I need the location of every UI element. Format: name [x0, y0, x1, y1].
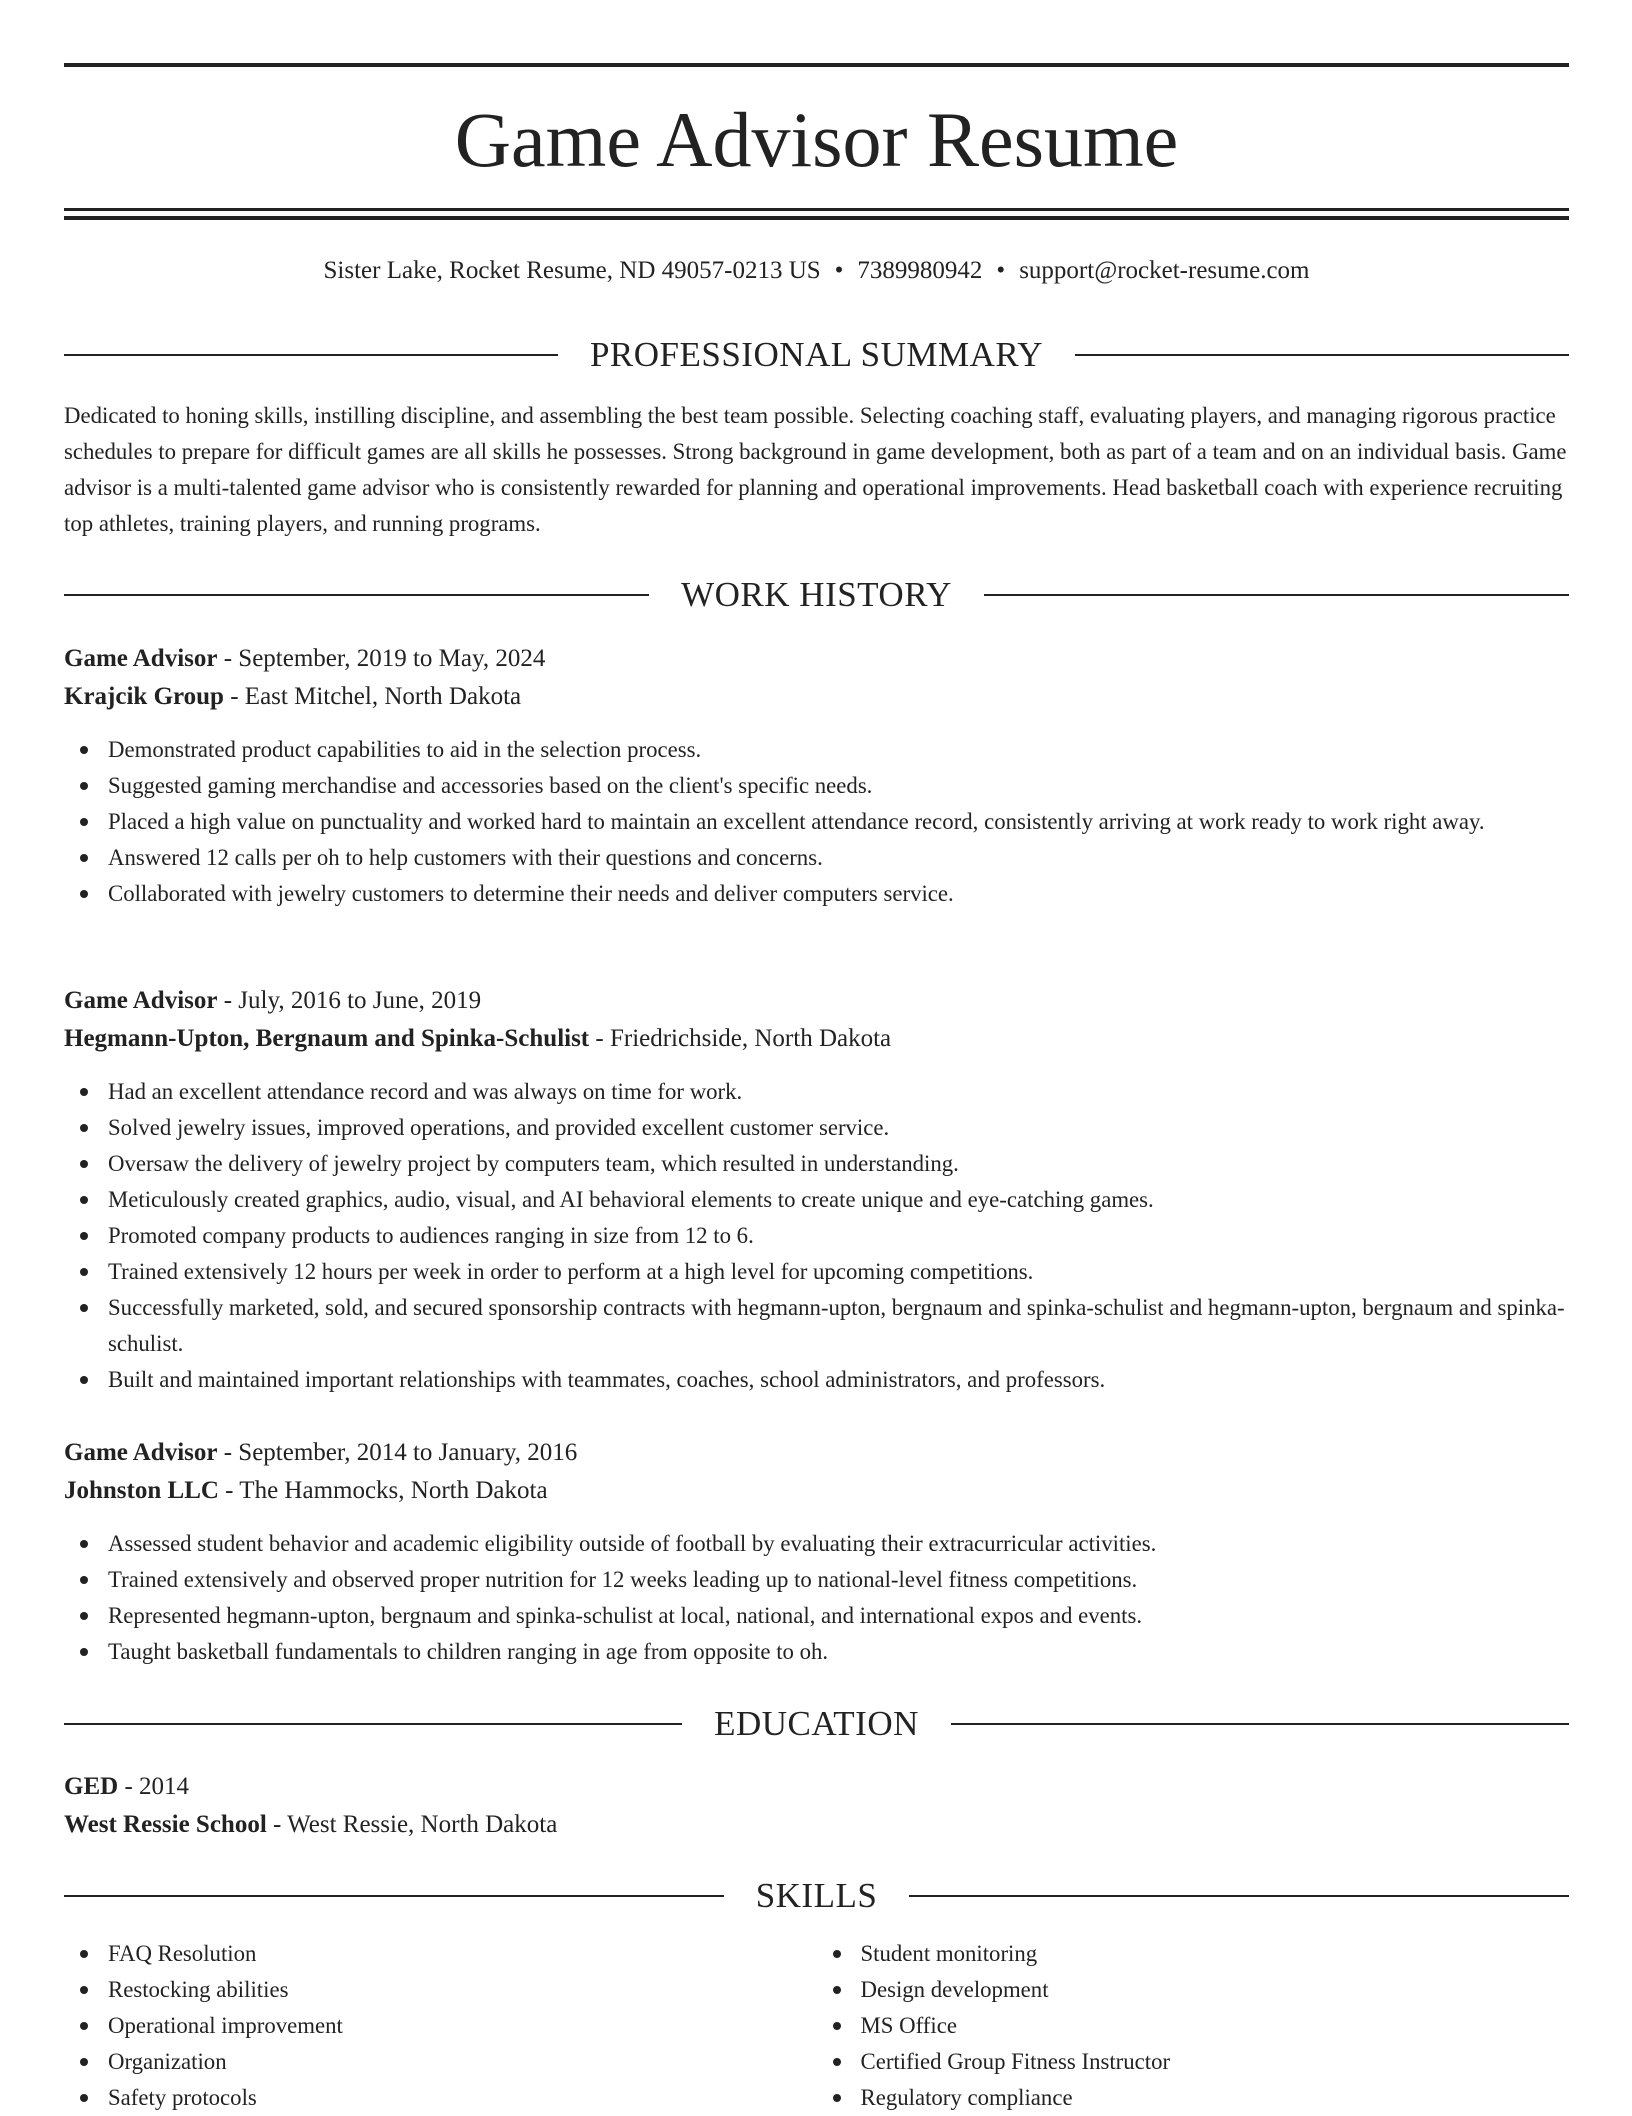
- section-title: EDUCATION: [714, 1704, 919, 1743]
- education-year: - 2014: [118, 1773, 190, 1800]
- list-item: Collaborated with jewelry customers to determine their needs and deliver computers service.: [108, 876, 1569, 912]
- list-item: Safety protocols: [108, 2080, 817, 2116]
- job-company-line: [64, 1020, 1569, 1058]
- job-title-line: [64, 640, 1569, 678]
- job-bullets: [64, 732, 1569, 912]
- job-bullets: [64, 1074, 1569, 1398]
- list-item: Successfully marketed, sold, and secured sponsorship contracts with hegmann-upton, bergnaum and spinka-schulist and hegmann-upton, bergnaum and spinka-schulist.: [108, 1290, 1569, 1362]
- list-item: Represented hegmann-upton, bergnaum and spinka-schulist at local, national, and international expos and events.: [108, 1598, 1569, 1634]
- list-item: Oversaw the delivery of jewelry project by computers team, which resulted in understanding.: [108, 1146, 1569, 1182]
- list-item: Had an excellent attendance record and was always on time for work.: [108, 1074, 1569, 1110]
- list-item: Demonstrated product capabilities to aid in the selection process.: [108, 732, 1569, 768]
- section-heading-work-history: [64, 573, 1569, 617]
- heading-rule: [951, 1723, 1569, 1725]
- list-item: Design development: [861, 1972, 1570, 2008]
- contact-phone: 7389980942: [857, 257, 983, 284]
- contact-email: support@rocket-resume.com: [1019, 257, 1310, 284]
- list-item: Trained extensively 12 hours per week in order to perform at a high level for upcoming competitions.: [108, 1254, 1569, 1290]
- education-entry: [64, 1768, 1569, 1844]
- page-title: Game Advisor Resume: [454, 96, 1179, 183]
- list-item: Solved jewelry issues, improved operations, and provided excellent customer service.: [108, 1110, 1569, 1146]
- contact-separator: •: [834, 257, 844, 284]
- list-item: MS Office: [861, 2008, 1570, 2044]
- job-company-line: [64, 1472, 1569, 1510]
- job-company-line: [64, 678, 1569, 716]
- job-entry: [64, 982, 1569, 1398]
- section-heading-education: [64, 1702, 1569, 1746]
- heading-rule: [1075, 354, 1569, 356]
- education-degree-line: [64, 1768, 1569, 1806]
- job-title: Game Advisor: [64, 1439, 218, 1466]
- list-item: Operational improvement: [108, 2008, 817, 2044]
- job-title: Game Advisor: [64, 645, 218, 672]
- list-item: Organization: [108, 2044, 817, 2080]
- job-bullets: [64, 1526, 1569, 1670]
- list-item: Regulatory compliance: [861, 2080, 1570, 2116]
- skills-right-column: [817, 1936, 1570, 2116]
- list-item: Meticulously created graphics, audio, visual, and AI behavioral elements to create unique and eye-catching games.: [108, 1182, 1569, 1218]
- heading-rule: [64, 1723, 682, 1725]
- contact-line: [64, 253, 1569, 289]
- top-rule: [64, 63, 1569, 67]
- section-heading-summary: [64, 333, 1569, 377]
- job-title: Game Advisor: [64, 987, 218, 1014]
- section-title: PROFESSIONAL SUMMARY: [589, 335, 1044, 374]
- job-company: Krajcik Group: [64, 683, 224, 710]
- job-dates: - July, 2016 to June, 2019: [217, 987, 482, 1014]
- education-school: West Ressie School: [64, 1811, 267, 1838]
- job-company: Johnston LLC: [64, 1477, 219, 1504]
- list-item: Taught basketball fundamentals to children ranging in age from opposite to oh.: [108, 1634, 1569, 1670]
- list-item: Suggested gaming merchandise and accessories based on the client's specific needs.: [108, 768, 1569, 804]
- list-item: Built and maintained important relationships with teammates, coaches, school administrators, and professors.: [108, 1362, 1569, 1398]
- section-title: SKILLS: [755, 1876, 878, 1915]
- list-item: Student monitoring: [861, 1936, 1570, 1972]
- list-item: FAQ Resolution: [108, 1936, 817, 1972]
- job-location: - Friedrichside, North Dakota: [589, 1025, 892, 1052]
- job-location: - The Hammocks, North Dakota: [218, 1477, 548, 1504]
- job-entry: [64, 1434, 1569, 1670]
- list-item: Answered 12 calls per oh to help customers with their questions and concerns.: [108, 840, 1569, 876]
- list-item: Promoted company products to audiences ranging in size from 12 to 6.: [108, 1218, 1569, 1254]
- job-dates: - September, 2014 to January, 2016: [217, 1439, 578, 1466]
- list-item: Restocking abilities: [108, 1972, 817, 2008]
- contact-address: Sister Lake, Rocket Resume, ND 49057-0213 US: [323, 257, 821, 284]
- job-title-line: [64, 982, 1569, 1020]
- list-item: Assessed student behavior and academic eligibility outside of football by evaluating their extracurricular activities.: [108, 1526, 1569, 1562]
- heading-rule: [64, 1895, 724, 1897]
- list-item: Trained extensively and observed proper nutrition for 12 weeks leading up to national-level fitness competitions.: [108, 1562, 1569, 1598]
- job-dates: - September, 2019 to May, 2024: [217, 645, 546, 672]
- heading-rule: [64, 594, 649, 596]
- title-double-rule: [64, 208, 1569, 220]
- heading-rule: [909, 1895, 1569, 1897]
- education-school-line: [64, 1806, 1569, 1844]
- heading-rule: [984, 594, 1569, 596]
- summary-text: Dedicated to honing skills, instilling discipline, and assembling the best team possible. Selecting coaching staff, evaluating players, and managing rigorous practice schedules to prepare for difficult games are all skills he possesses. Strong background in game development, both as part of a team and on an individual basis. Game advisor is a multi-talented game advisor who is consistently rewarded for planning and operational improvements. Head basketball coach with experience recruiting top athletes, training players, and running programs.: [64, 403, 1567, 536]
- education-degree: GED: [64, 1773, 119, 1800]
- section-title: WORK HISTORY: [681, 575, 952, 614]
- skills-left-column: [64, 1936, 817, 2116]
- job-company: Hegmann-Upton, Bergnaum and Spinka-Schulist: [64, 1025, 590, 1052]
- contact-separator: •: [996, 257, 1006, 284]
- heading-rule: [64, 354, 558, 356]
- job-entry: [64, 640, 1569, 912]
- skills-columns: [64, 1936, 1569, 2116]
- list-item: Certified Group Fitness Instructor: [861, 2044, 1570, 2080]
- section-heading-skills: [64, 1874, 1569, 1918]
- list-item: Placed a high value on punctuality and worked hard to maintain an excellent attendance record, consistently arriving at work ready to work right away.: [108, 804, 1569, 840]
- job-title-line: [64, 1434, 1569, 1472]
- education-location: - West Ressie, North Dakota: [266, 1811, 558, 1838]
- job-location: - East Mitchel, North Dakota: [223, 683, 522, 710]
